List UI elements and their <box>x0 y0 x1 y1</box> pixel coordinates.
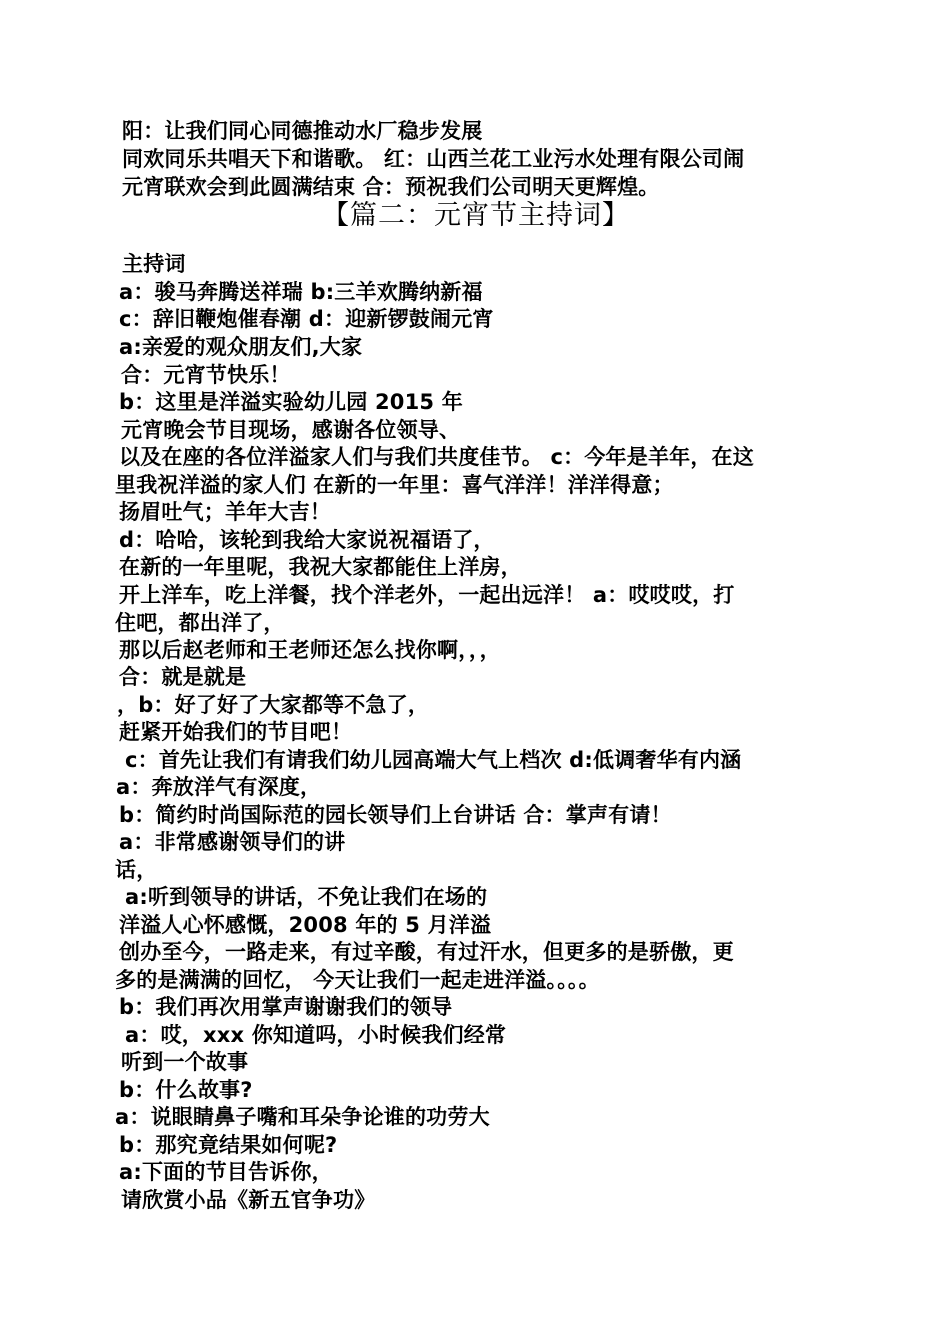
intro-line: 元宵联欢会到此圆满结束 合：预祝我们公司明天更辉煌。 <box>122 175 660 199</box>
body-line: a:亲爱的观众朋友们,大家 <box>119 335 363 359</box>
body-line: 请欣赏小品《新五官争功》 <box>121 1188 376 1212</box>
body-line: a：说眼睛鼻子嘴和耳朵争论谁的功劳大 <box>115 1105 490 1129</box>
body-line: 里我祝洋溢的家人们 在新的一年里：喜气洋洋！洋洋得意； <box>115 473 674 497</box>
body-line: a:听到领导的讲话，不免让我们在场的 <box>125 885 488 909</box>
body-line: 创办至今，一路走来，有过辛酸，有过汗水，但更多的是骄傲，更 <box>119 940 734 964</box>
body-line: a：哎，xxx 你知道吗，小时候我们经常 <box>125 1023 507 1047</box>
body-line: ，b：好了好了大家都等不急了， <box>117 693 430 717</box>
body-line: 合：元宵节快乐！ <box>121 363 291 387</box>
body-line: a：奔放洋气有深度， <box>116 775 322 799</box>
body-line: 赶紧开始我们的节目吧！ <box>119 720 353 744</box>
body-line: b：这里是洋溢实验幼儿园 2015 年 <box>119 390 463 414</box>
body-line: b：简约时尚国际范的园长领导们上台讲话 合：掌声有请！ <box>119 803 672 827</box>
body-line: b：什么故事? <box>119 1078 253 1102</box>
body-line: 多的是满满的回忆， 今天让我们一起走进洋溢。。。。 <box>115 968 600 992</box>
body-line: b：那究竟结果如何呢? <box>119 1133 338 1157</box>
body-line: d：哈哈，该轮到我给大家说祝福语了， <box>119 528 495 552</box>
body-line: c：辞旧鞭炮催春潮 d：迎新锣鼓闹元宵 <box>119 307 494 331</box>
body-line: a：非常感谢领导们的讲 <box>119 830 346 854</box>
body-line: 那以后赵老师和王老师还怎么找你啊，，， <box>119 638 501 662</box>
body-line: 洋溢人心怀感慨，2008 年的 5 月洋溢 <box>119 913 492 937</box>
body-line: 开上洋车，吃上洋餐，找个洋老外，一起出远洋！ a：哎哎哎，打 <box>119 583 735 607</box>
body-line: 扬眉吐气；羊年大吉！ <box>119 500 331 524</box>
body-line: 听到一个故事 <box>121 1050 249 1074</box>
section-heading: 【篇二：元宵节主持词】 <box>322 200 630 231</box>
body-line: 合：就是就是 <box>119 665 247 689</box>
intro-line: 阳：让我们同心同德推动水厂稳步发展 <box>122 119 483 143</box>
body-line: 以及在座的各位洋溢家人们与我们共度佳节。 c：今年是羊年，在这 <box>119 445 754 469</box>
body-line: b：我们再次用掌声谢谢我们的领导 <box>119 995 453 1019</box>
body-line: 住吧，都出洋了， <box>115 611 285 635</box>
body-line: a:下面的节目告诉你， <box>119 1160 333 1184</box>
body-line: c：首先让我们有请我们幼儿园高端大气上档次 d:低调奢华有内涵 <box>125 748 742 772</box>
body-line: 话， <box>115 858 158 882</box>
body-line: 主持词 <box>122 252 186 276</box>
intro-line: 同欢同乐共唱天下和谐歌。 红：山西兰花工业污水处理有限公司闹 <box>122 147 745 171</box>
body-line: 元宵晚会节目现场，感谢各位领导、 <box>121 418 461 442</box>
body-line: 在新的一年里呢，我祝大家都能住上洋房， <box>119 555 522 579</box>
body-line: a：骏马奔腾送祥瑞 b:三羊欢腾纳新福 <box>119 280 483 304</box>
